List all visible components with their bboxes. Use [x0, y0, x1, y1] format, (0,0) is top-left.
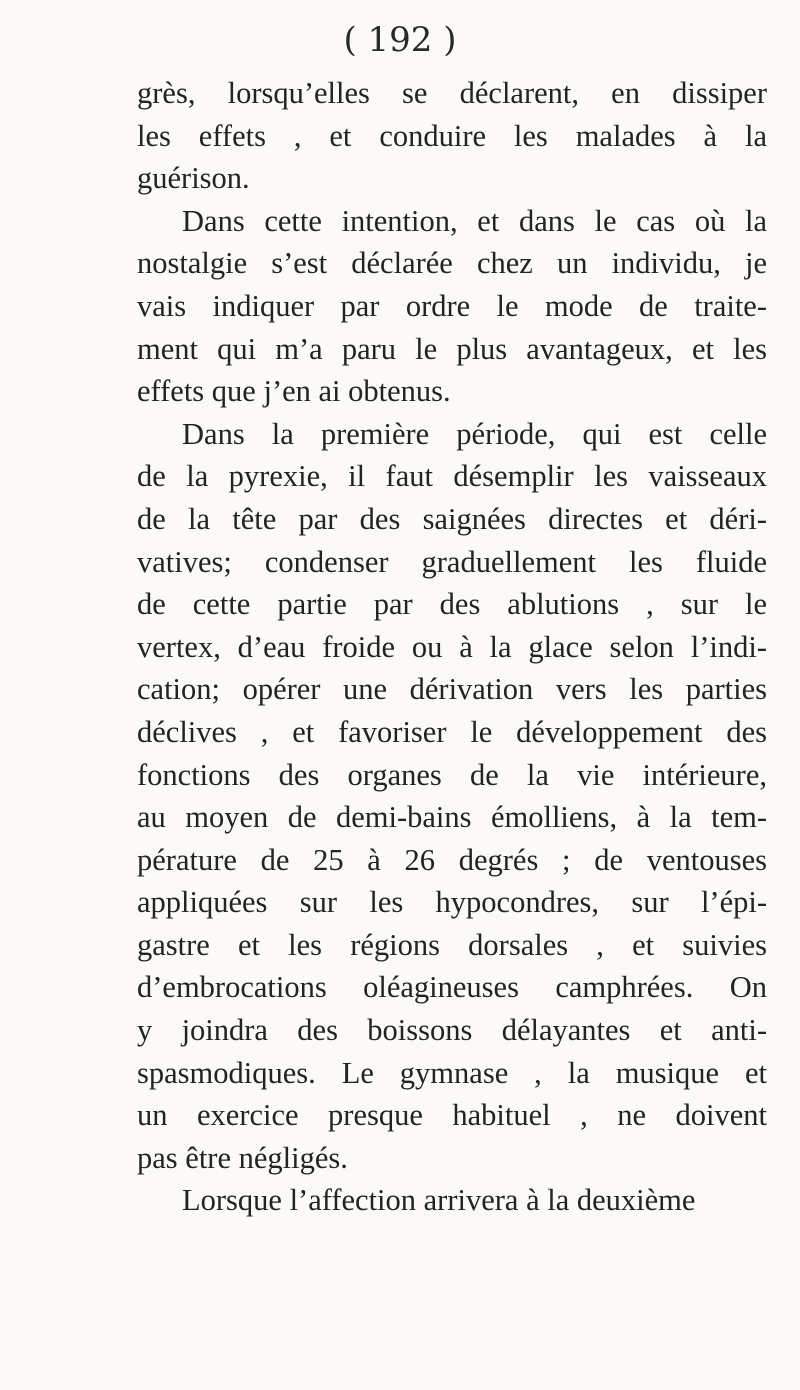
- paragraph-start-line: Dans cette intention, et dans le cas où la: [182, 203, 767, 238]
- body-text: [137, 72, 767, 1222]
- text-line: vertex, d’eau froide ou à la glace selon l’indi-: [137, 629, 767, 664]
- text-line: vatives; condenser graduellement les fluide: [137, 544, 767, 579]
- text-line: d’embrocations oléagineuses camphrées. On: [137, 970, 767, 1005]
- text-line: déclives , et favoriser le développement des: [137, 714, 767, 749]
- text-line: pas être négligés.: [137, 1140, 348, 1175]
- text-line: cation; opérer une dérivation vers les parties: [137, 672, 767, 707]
- text-line: de la pyrexie, il faut désemplir les vaisseaux: [137, 459, 767, 494]
- text-line: effets que j’en ai obtenus.: [137, 374, 451, 409]
- text-line: gastre et les régions dorsales , et suivies: [137, 927, 767, 962]
- text-line: grès, lorsqu’elles se déclarent, en dissiper: [137, 76, 767, 110]
- text-line: de cette partie par des ablutions , sur le: [137, 587, 767, 622]
- text-line: pérature de 25 à 26 degrés ; de ventouses: [137, 842, 767, 877]
- text-line: ment qui m’a paru le plus avantageux, et les: [137, 331, 767, 366]
- text-line: les effets , et conduire les malades à la: [137, 118, 767, 153]
- text-line: guérison.: [137, 161, 250, 196]
- text-line: spasmodiques. Le gymnase , la musique et: [137, 1055, 767, 1090]
- paragraph-start-line: Lorsque l’affection arrivera à la deuxième: [182, 1183, 696, 1218]
- text-line: nostalgie s’est déclarée chez un individu, je: [137, 246, 767, 281]
- page-number: ( 192 ): [343, 20, 457, 60]
- text-line: de la tête par des saignées directes et déri-: [137, 501, 767, 536]
- text-line: y joindra des boissons délayantes et anti-: [137, 1013, 767, 1048]
- text-line: un exercice presque habituel , ne doivent: [137, 1098, 767, 1133]
- text-line: vais indiquer par ordre le mode de traite-: [137, 288, 767, 323]
- paragraph-start-line: Dans la première période, qui est celle: [182, 416, 767, 451]
- text-line: fonctions des organes de la vie intérieure,: [137, 757, 767, 792]
- text-line: appliquées sur les hypocondres, sur l’épi-: [137, 885, 767, 920]
- text-line: au moyen de demi-bains émolliens, à la tem-: [137, 800, 767, 835]
